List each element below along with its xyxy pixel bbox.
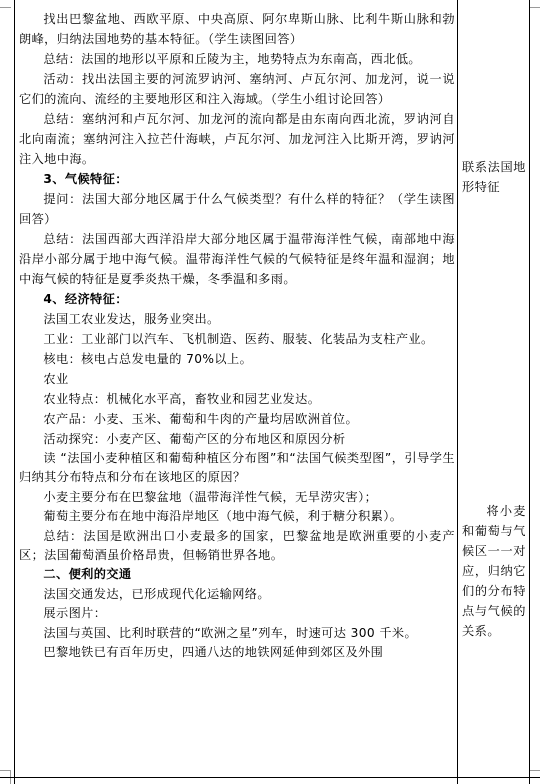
paragraph-transport-overview: 法国交通发达，已形成现代化运输网络。 <box>43 586 270 601</box>
paragraph-agriculture-features: 农业特点：机械化水平高，畜牧业和园艺业发达。 <box>43 392 321 406</box>
paragraph-agri-summary: 总结：法国是欧洲出口小麦最多的国家，巴黎盆地是欧洲重要的小麦产区；法国葡萄酒虽价格昂贵，但畅销世界各地。 <box>19 528 455 563</box>
paragraph-eurostar: 法国与英国、比利时联营的“欧洲之星”列车，时速可达 300 千米。 <box>43 625 418 640</box>
paragraph-paris-metro: 巴黎地铁已有百年历史，四通八达的地铁网延伸到郊区及外围 <box>43 645 384 660</box>
table-border-bottom <box>0 777 540 778</box>
paragraph-rivers-summary: 总结：塞纳河和卢瓦尔河、加龙河的流向都是由东南向西北流，罗讷河自北向南流；塞纳河注入拉芒什海峡，卢瓦尔河、加龙河注入比斯开湾，罗讷河注入地中海。 <box>19 112 455 166</box>
heading-transport: 二、便利的交通 <box>43 567 132 582</box>
paragraph-industry: 工业：工业部门以汽车、飞机制造、医药、服装、化装品为支柱产业。 <box>43 332 434 346</box>
table-border-right <box>529 0 530 784</box>
paragraph-nuclear: 核电：核电占总发电量的 70%以上。 <box>43 352 253 366</box>
paragraph-climate-question: 提问：法国大部分地区属于什么气候类型？有什么样的特征？（学生读图回答） <box>19 192 455 226</box>
heading-climate: 3、气候特征： <box>43 172 128 186</box>
paragraph-climate-summary: 总结：法国西部大西洋沿岸大部分地区属于温带海洋性气候，南部地中海沿岸小部分属于地中海气候。温带海洋性气候的气候特征是终年温和湿润；地中海气候的特征是夏季炎热干燥，冬季温和多雨。 <box>19 232 455 286</box>
paragraph-agri-products: 农产品：小麦、玉米、葡萄和牛肉的产量均居欧洲首位。 <box>43 412 359 426</box>
paragraph-activity-inquiry: 活动探究：小麦产区、葡萄产区的分布地区和原因分析 <box>43 432 346 446</box>
paragraph-economy-overview: 法国工农业发达，服务业突出。 <box>43 312 220 326</box>
paragraph-wheat: 小麦主要分布在巴黎盆地（温带海洋性气候，无旱涝灾害）； <box>43 489 378 504</box>
paragraph-read-maps: 读 “法国小麦种植区和葡萄种植区分布图”和“法国气候类型图”，引导学生归纳其分布特点和分布在该地区的原因？ <box>19 451 455 485</box>
paragraph-rivers-activity: 活动：找出法国主要的河流罗讷河、塞纳河、卢瓦尔河、加龙河，说一说它们的流向、流经的主要地形区和注入海域。（学生小组讨论回答） <box>19 72 455 106</box>
crop-mark-top-left-h <box>0 7 11 8</box>
lesson-content-column <box>19 9 455 662</box>
table-border-left <box>14 0 15 784</box>
table-column-divider <box>457 0 458 784</box>
crop-mark-bottom-right-h <box>529 770 540 771</box>
heading-economy: 4、经济特征： <box>43 292 128 306</box>
crop-mark-top-right-h <box>529 7 540 8</box>
crop-mark-bottom-left-h <box>0 770 11 771</box>
paragraph-show-pictures: 展示图片： <box>43 606 107 621</box>
paragraph-agriculture-label: 农业 <box>43 372 69 386</box>
paragraph-landforms: 找出巴黎盆地、西欧平原、中央高原、阿尔卑斯山脉、比利牛斯山脉和勃朗峰，归纳法国地势的基本特征。（学生读图回答） <box>19 12 455 46</box>
paragraph-terrain-summary: 总结：法国的地形以平原和丘陵为主，地势特点为东南高，西北低。 <box>43 52 422 66</box>
side-note-terrain: 联系法国地形特征 <box>462 160 526 194</box>
paragraph-grapes: 葡萄主要分布在地中海沿岸地区（地中海气候，利于糖分积累）。 <box>43 509 403 524</box>
side-note-wheat-grapes: 将小麦和葡萄与气候区一一对应，归纳它们的分布特点与气候的关系。 <box>462 504 526 638</box>
